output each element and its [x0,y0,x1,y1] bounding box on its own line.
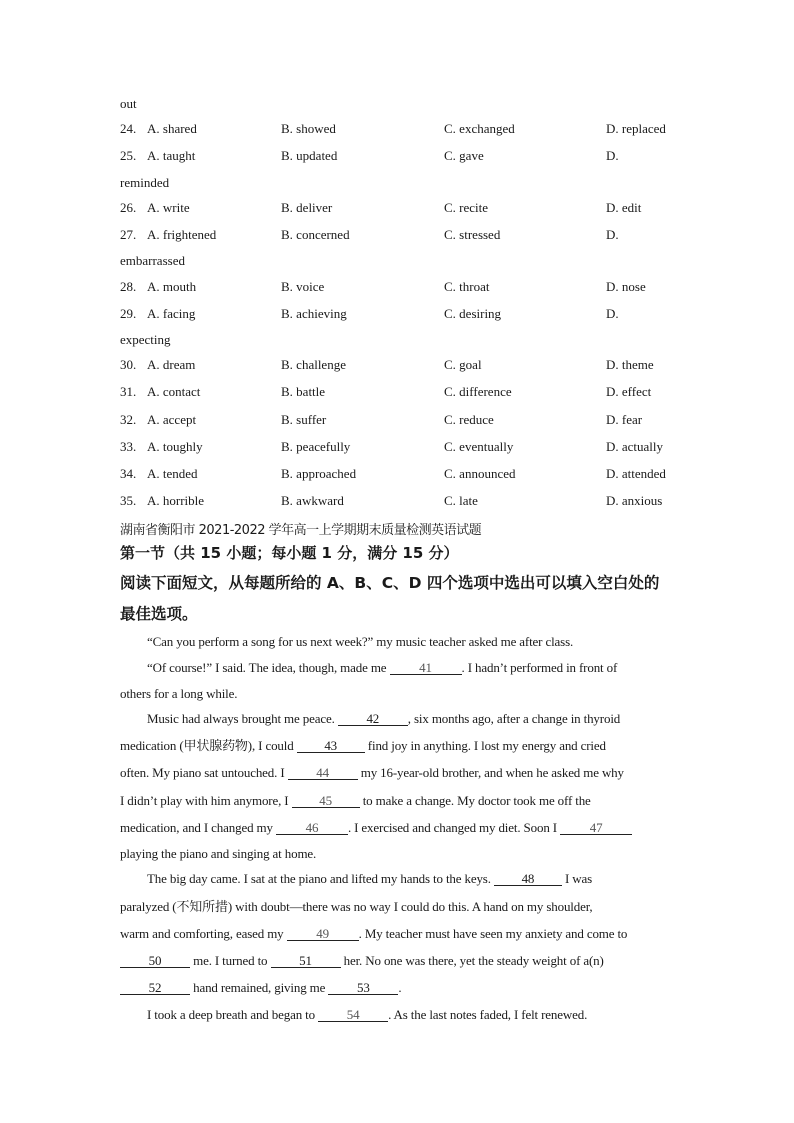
option-d: D. actually [606,439,664,454]
passage-line: I took a deep breath and began to 54 . As the last notes faded, I felt renewed. [147,1007,588,1022]
question-number: 29. [120,306,137,321]
blank-43: 43 [297,739,365,753]
option-b: B. suffer [281,412,327,427]
instruction-line-1: 阅读下面短文，从每题所给的 A、B、C、D 四个选项中选出可以填入空白处的 [120,574,660,592]
option-c: C. announced [444,466,516,481]
blank-42: 42 [338,712,408,726]
option-c: C. throat [444,279,490,294]
blank-53: 53 [328,981,398,995]
option-b: B. voice [281,279,325,294]
option-d: D. replaced [606,121,666,136]
source-title: 湖南省衡阳市 2021-2022 学年高一上学期期末质量检测英语试题 [120,523,482,538]
passage-line: 52 hand remained, giving me 53 . [120,980,401,996]
section-title: 第一节（共 15 小题；每小题 1 分，满分 15 分） [120,544,459,562]
option-c: C. recite [444,200,489,215]
question-row [0,412,794,430]
option-c: C. reduce [444,412,494,427]
passage-line: warm and comforting, eased my 49 . My teacher must have seen my anxiety and come to [120,926,628,941]
passage-line: “Can you perform a song for us next week?” my music teacher asked me after class. [147,634,574,649]
blank-45: 45 [292,794,360,808]
passage-line: “Of course!” I said. The idea, though, made me 41 . I hadn’t performed in front of [147,660,618,675]
passage-line: paralyzed (不知所措) with doubt—there was no way I could do this. A hand on my shoulder, [120,899,593,914]
option-wrap-text: expecting [120,332,171,347]
option-wrap-line [0,332,794,350]
question-number: 30. [120,357,137,372]
question-number: 28. [120,279,137,294]
instruction-line-2: 最佳选项。 [120,605,198,623]
passage-line: 50 me. I turned to 51 her. No one was there, yet the steady weight of a(n) [120,953,604,969]
wrapped-fragment: out [120,96,137,111]
blank-51: 51 [271,954,341,968]
question-row [0,148,794,166]
option-b: B. achieving [281,306,347,321]
passage-line: medication, and I changed my 46 . I exercised and changed my diet. Soon I 47 [120,820,632,836]
option-c: C. difference [444,384,512,399]
blank-46: 46 [276,821,348,835]
option-wrap-line [0,253,794,271]
blank-41: 41 [390,661,462,675]
option-a: A. toughly [147,439,203,454]
question-row [0,384,794,402]
option-d: D. [606,227,619,242]
passage-line: others for a long while. [120,686,238,701]
option-c: C. eventually [444,439,514,454]
option-a: A. dream [147,357,196,372]
option-b: B. updated [281,148,338,163]
blank-52: 52 [120,981,190,995]
option-a: A. tended [147,466,198,481]
question-row [0,466,794,484]
passage-line: I didn’t play with him anymore, I 45 to make a change. My doctor took me off the [120,793,591,808]
option-d: D. nose [606,279,646,294]
option-d: D. [606,306,619,321]
question-number: 32. [120,412,137,427]
option-a: A. mouth [147,279,197,294]
blank-49: 49 [287,927,359,941]
option-b: B. battle [281,384,326,399]
option-d: D. [606,148,619,163]
question-row [0,227,794,245]
option-b: B. showed [281,121,336,136]
option-a: A. shared [147,121,197,136]
option-d: D. anxious [606,493,663,508]
blank-50: 50 [120,954,190,968]
blank-44: 44 [288,766,358,780]
blank-47: 47 [560,821,632,835]
option-c: C. gave [444,148,484,163]
option-d: D. edit [606,200,642,215]
passage-line: The big day came. I sat at the piano and lifted my hands to the keys. 48 I was [147,871,593,886]
option-b: B. concerned [281,227,350,242]
option-c: C. stressed [444,227,501,242]
option-a: A. horrible [147,493,205,508]
question-row [0,439,794,457]
question-row [0,121,794,139]
option-wrap-text: embarrassed [120,253,185,268]
question-row [0,200,794,218]
passage-line: Music had always brought me peace. 42 , six months ago, after a change in thyroid [147,711,621,726]
question-number: 25. [120,148,137,163]
question-number: 27. [120,227,137,242]
option-a: A. frightened [147,227,217,242]
question-number: 35. [120,493,137,508]
question-row [0,306,794,324]
option-c: C. exchanged [444,121,515,136]
option-d: D. effect [606,384,652,399]
option-a: A. contact [147,384,201,399]
question-number: 31. [120,384,137,399]
option-b: B. awkward [281,493,344,508]
option-a: A. facing [147,306,196,321]
question-number: 24. [120,121,137,136]
option-d: D. attended [606,466,666,481]
option-c: C. late [444,493,478,508]
question-number: 34. [120,466,137,481]
option-b: B. approached [281,466,357,481]
question-number: 33. [120,439,137,454]
option-d: D. fear [606,412,643,427]
blank-48: 48 [494,872,562,886]
option-a: A. accept [147,412,197,427]
option-wrap-text: reminded [120,175,170,190]
passage-line: medication (甲状腺药物), I could 43 find joy in anything. I lost my energy and cried [120,738,606,753]
option-a: A. write [147,200,190,215]
option-d: D. theme [606,357,654,372]
passage-line: often. My piano sat untouched. I 44 my 16-year-old brother, and when he asked me why [120,765,624,780]
question-number: 26. [120,200,137,215]
question-row [0,493,794,511]
question-row [0,279,794,297]
option-wrap-line [0,175,794,193]
question-row [0,357,794,375]
option-b: B. deliver [281,200,333,215]
option-b: B. peacefully [281,439,351,454]
option-c: C. desiring [444,306,502,321]
option-c: C. goal [444,357,482,372]
option-b: B. challenge [281,357,346,372]
blank-54: 54 [318,1008,388,1022]
passage-line: playing the piano and singing at home. [120,846,317,861]
option-a: A. taught [147,148,196,163]
